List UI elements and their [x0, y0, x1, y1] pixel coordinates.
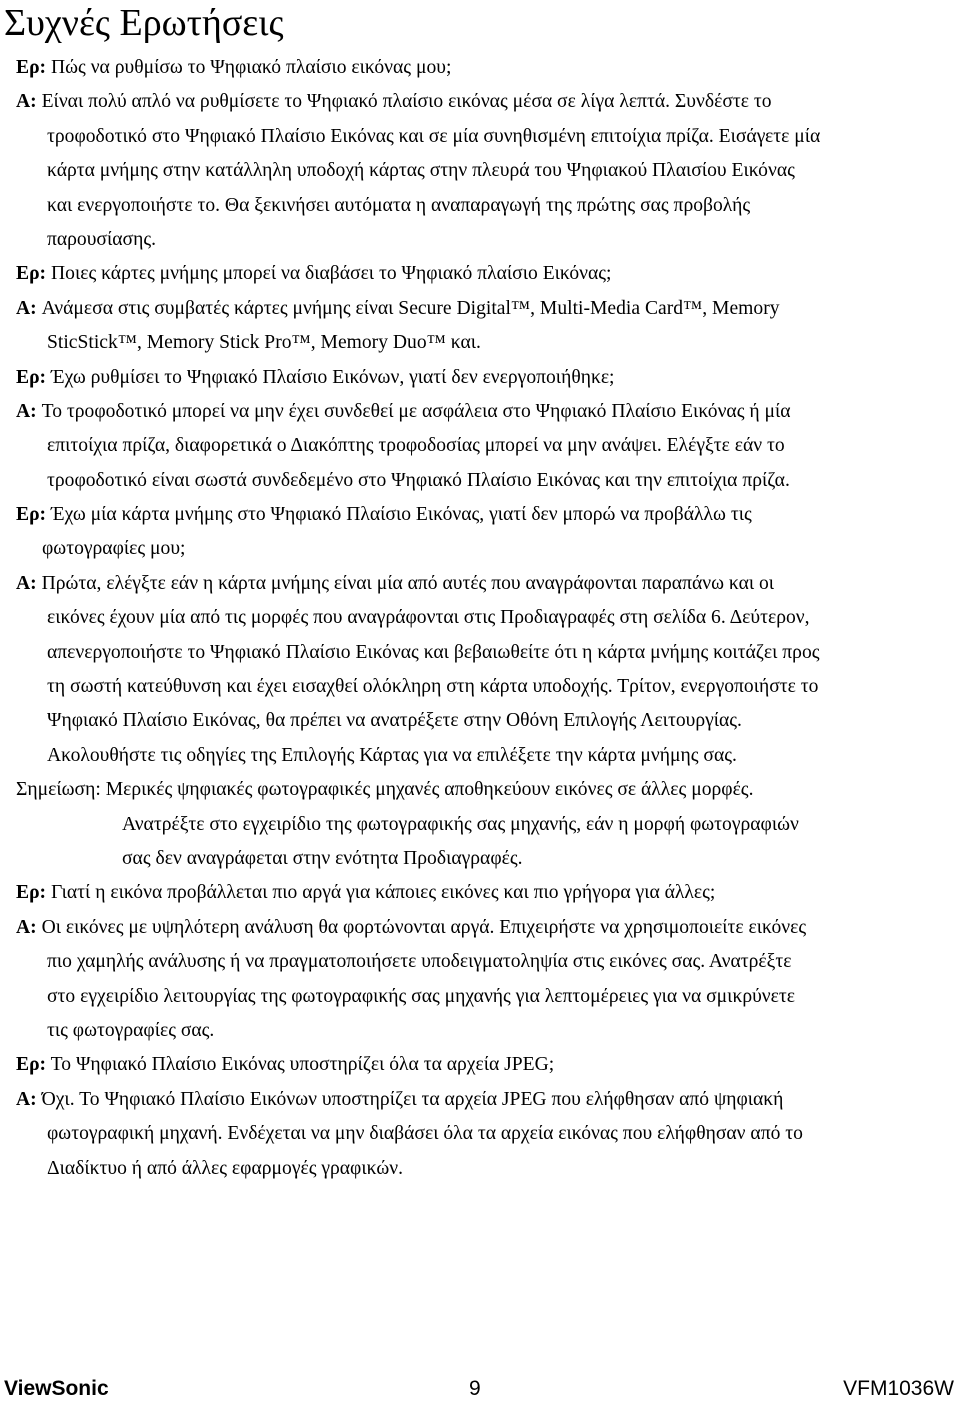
faq-line-text: παρουσίασης. [47, 228, 156, 250]
faq-line [16, 51, 951, 85]
faq-line [16, 704, 951, 738]
faq-line-text: Είναι πολύ απλό να ρυθμίσετε το Ψηφιακό πλαίσιο εικόνας μέσα σε λίγα λεπτά. Συνδέστε το [36, 91, 772, 113]
faq-line-text: τη σωστή κατεύθυνση και έχει εισαχθεί ολόκληρη στη κάρτα υποδοχής. Τρίτον, ενεργοποιήστε το [47, 676, 819, 698]
faq-line-label: A: [16, 572, 37, 594]
faq-line-text: Διαδίκτυο ή από άλλες εφαρμογές γραφικών. [47, 1157, 403, 1179]
faq-line [16, 911, 951, 945]
faq-line [16, 223, 951, 257]
faq-line-label: A: [16, 916, 37, 938]
faq-line [16, 670, 951, 704]
faq-line [16, 567, 951, 601]
faq-line-label: Ερ: [16, 882, 47, 904]
faq-line [16, 739, 951, 773]
faq-line [16, 154, 951, 188]
faq-line [16, 1152, 951, 1186]
faq-line-text: Ακολουθήστε τις οδηγίες της Επιλογής Κάρτας για να επιλέξετε την κάρτα μνήμης σας. [47, 744, 737, 766]
faq-line [16, 189, 951, 223]
page-footer [0, 1378, 960, 1400]
faq-line-text: Ανάμεσα στις συμβατές κάρτες μνήμης είναι Secure Digital™, Multi-Media Card™, Memory [36, 297, 780, 319]
faq-line [16, 773, 951, 807]
faq-line [16, 532, 951, 566]
faq-line [16, 842, 951, 876]
faq-line [16, 1048, 951, 1082]
faq-line-text: Έχω μία κάρτα μνήμης στο Ψηφιακό Πλαίσιο Εικόνας, γιατί δεν μπορώ να προβάλλω τις [46, 504, 752, 526]
faq-line-text: κάρτα μνήμης στην κατάλληλη υποδοχή κάρτας στην πλευρά του Ψηφιακού Πλαισίου Εικόνας [47, 160, 795, 182]
faq-line [16, 395, 951, 429]
faq-line [16, 361, 951, 395]
faq-line-label: Ερ: [16, 57, 47, 78]
faq-line [16, 429, 951, 463]
faq-line [16, 257, 951, 291]
faq-line-text: Όχι. Το Ψηφιακό Πλαίσιο Εικόνων υποστηρίζει τα αρχεία JPEG που ελήφθησαν από ψηφιακή [36, 1088, 784, 1110]
faq-line-text: πιο χαμηλής ανάλυσης ή να πραγματοποιήσετε υποδειγματοληψία στις εικόνες σας. Ανατρέξτε [47, 951, 792, 973]
faq-line [16, 1083, 951, 1117]
faq-line-label: Ερ: [16, 263, 47, 285]
faq-line-label: Ερ: [16, 504, 47, 526]
faq-line-text: απενεργοποιήστε το Ψηφιακό Πλαίσιο Εικόνας και βεβαιωθείτε ότι η κάρτα μνήμης κοιτάζει προς [47, 641, 820, 663]
footer-model: VFM1036W [843, 1377, 954, 1400]
faq-line [16, 498, 951, 532]
faq-line [16, 464, 951, 498]
faq-line-text: επιτοίχια πρίζα, διαφορετικά ο Διακόπτης τροφοδοσίας μπορεί να μην ανάψει. Ελέγξτε εάν το [47, 435, 785, 457]
faq-line-label: A: [16, 297, 37, 319]
faq-line [16, 1117, 951, 1151]
faq-line-label: A: [16, 1088, 37, 1110]
faq-line-text: Ανατρέξτε στο εγχειρίδιο της φωτογραφικής σας μηχανής, εάν η μορφή φωτογραφιών [122, 813, 799, 835]
faq-content [16, 51, 951, 1186]
page-title: Συχνές Ερωτήσεις [4, 2, 284, 44]
faq-line [16, 808, 951, 842]
faq-line [16, 1014, 951, 1048]
faq-line-text: Έχω ρυθμίσει το Ψηφιακό Πλαίσιο Εικόνων, γιατί δεν ενεργοποιήθηκε; [46, 366, 615, 388]
faq-line [16, 945, 951, 979]
faq-line-text: σας δεν αναγράφεται στην ενότητα Προδιαγραφές. [122, 847, 523, 869]
faq-line-text: Γιατί η εικόνα προβάλλεται πιο αργά για κάποιες εικόνες και πιο γρήγορα για άλλες; [46, 882, 716, 904]
faq-line-text: τις φωτογραφίες σας. [47, 1019, 215, 1041]
faq-line-text: εικόνες έχουν μία από τις μορφές που αναγράφονται στις Προδιαγραφές στη σελίδα 6. Δεύτερον, [47, 607, 810, 629]
faq-line [16, 636, 951, 670]
faq-line [16, 980, 951, 1014]
faq-line [16, 85, 951, 119]
faq-line-text: Το Ψηφιακό Πλαίσιο Εικόνας υποστηρίζει όλα τα αρχεία JPEG; [46, 1054, 555, 1076]
faq-line-label: A: [16, 91, 37, 113]
faq-line-text: τροφοδοτικό στο Ψηφιακό Πλαίσιο Εικόνας και σε μία συνηθισμένη επιτοίχια πρίζα. Εισάγετε μία [47, 125, 821, 147]
faq-line-text: Το τροφοδοτικό μπορεί να μην έχει συνδεθεί με ασφάλεια στο Ψηφιακό Πλαίσιο Εικόνας ή μία [36, 400, 791, 422]
faq-line-text: Πρώτα, ελέγξτε εάν η κάρτα μνήμης είναι μία από αυτές που αναγράφονται παραπάνω και οι [36, 572, 775, 594]
faq-line [16, 326, 951, 360]
faq-line [16, 120, 951, 154]
faq-line-text: SticStick™, Memory Stick Pro™, Memory Duo™ και. [47, 332, 481, 354]
faq-line-label: Ερ: [16, 1054, 47, 1076]
faq-line-text: τροφοδοτικό είναι σωστά συνδεδεμένο στο Ψηφιακό Πλαίσιο Εικόνας και την επιτοίχια πρίζα. [47, 469, 790, 491]
faq-line-label: A: [16, 400, 37, 422]
faq-line-text: Οι εικόνες με υψηλότερη ανάλυση θα φορτώνονται αργά. Επιχειρήστε να χρησιμοποιείτε εικόνες [36, 916, 807, 938]
faq-line-label: Ερ: [16, 366, 47, 388]
faq-line-text: και ενεργοποιήστε το. Θα ξεκινήσει αυτόματα η αναπαραγωγή της πρώτης σας προβολής [47, 194, 751, 216]
faq-line [16, 292, 951, 326]
footer-brand: ViewSonic [4, 1377, 109, 1400]
faq-line-text: στο εγχειρίδιο λειτουργίας της φωτογραφικής σας μηχανής για λεπτομέρειες για να σμικρύνετε [47, 985, 795, 1007]
faq-line-text: Ποιες κάρτες μνήμης μπορεί να διαβάσει το Ψηφιακό πλαίσιο Εικόνας; [46, 263, 612, 285]
faq-line-text: Σημείωση: Μερικές ψηφιακές φωτογραφικές μηχανές αποθηκεύουν εικόνες σε άλλες μορφές. [16, 779, 754, 801]
faq-line [16, 601, 951, 635]
faq-line-text: φωτογραφική μηχανή. Ενδέχεται να μην διαβάσει όλα τα αρχεία εικόνας που ελήφθησαν από το [47, 1123, 803, 1145]
faq-line-text: φωτογραφίες μου; [42, 538, 186, 560]
page-number: 9 [469, 1377, 481, 1400]
faq-line-text: Ψηφιακό Πλαίσιο Εικόνας, θα πρέπει να ανατρέξετε στην Οθόνη Επιλογής Λειτουργίας. [47, 710, 742, 732]
faq-line-text: Πώς να ρυθμίσω το Ψηφιακό πλαίσιο εικόνας μου; [46, 57, 452, 78]
faq-line [16, 876, 951, 910]
